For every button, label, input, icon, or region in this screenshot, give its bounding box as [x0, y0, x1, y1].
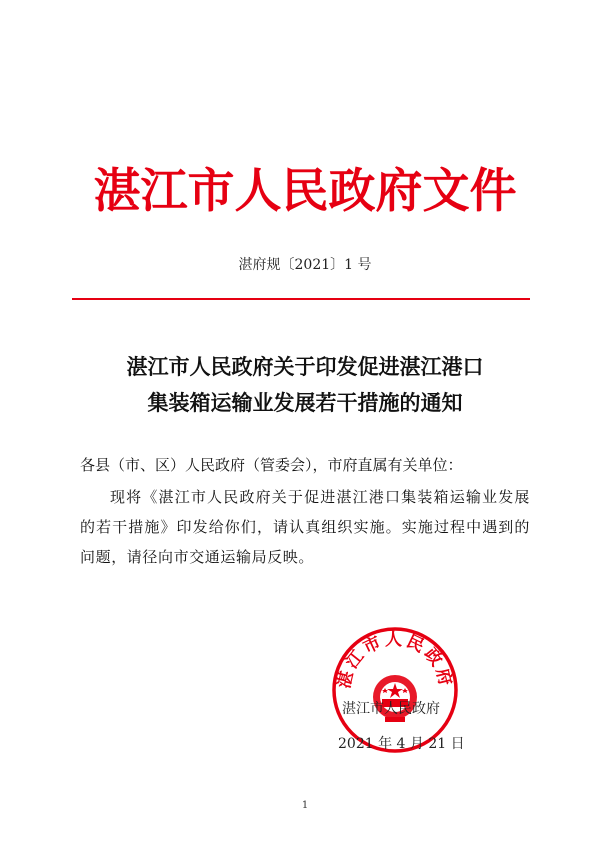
signature-organization: 湛江市人民政府 [342, 701, 440, 717]
red-divider-line [72, 298, 530, 300]
document-header-title: 湛江市人民政府文件 [93, 164, 517, 219]
document-number: 湛府规〔2021〕1 号 [238, 257, 372, 273]
salutation: 各县（市、区）人民政府（管委会），市府直属有关单位： [80, 456, 463, 474]
notice-title-line-1: 湛江市人民政府关于印发促进湛江港口 [126, 354, 484, 379]
body-paragraph: 现将《湛江市人民政府关于促进湛江港口集装箱运输业发展的若干措施》印发给你们，请认真组织实施。实施过程中遇到的问题，请径向市交通运输局反映。 [80, 488, 530, 566]
seal-text: 湛江市人民政府 [334, 630, 456, 691]
document-date: 2021 年 4 月 21 日 [338, 736, 465, 752]
page-number: 1 [301, 800, 309, 811]
notice-title-line-2: 集装箱运输业发展若干措施的通知 [147, 390, 463, 415]
